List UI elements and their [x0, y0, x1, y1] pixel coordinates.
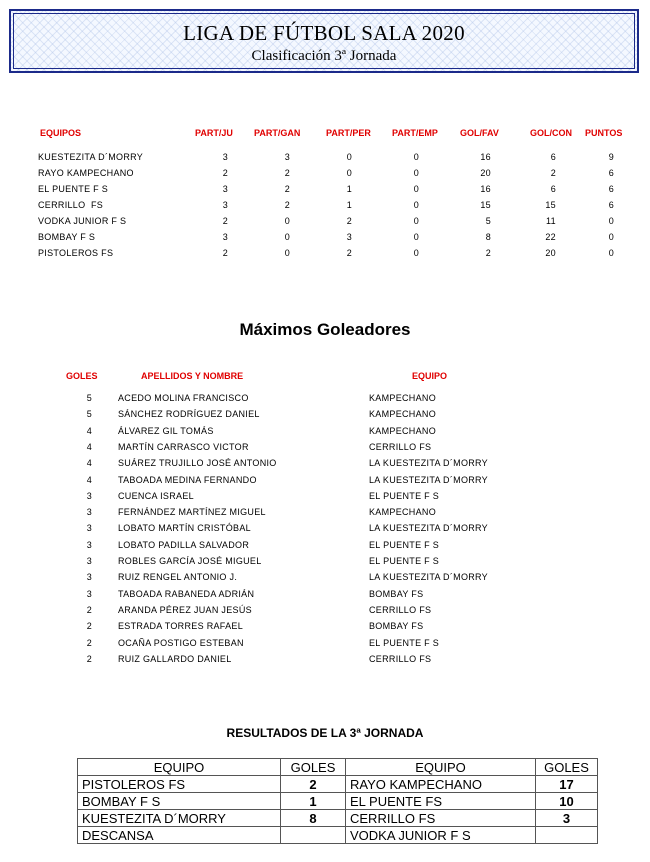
cell-lost: 1 — [346, 200, 352, 210]
cell-goals-for: 5 — [485, 216, 491, 226]
table-row — [78, 827, 598, 844]
list-item — [0, 654, 650, 670]
scorer-team: EL PUENTE F S — [369, 539, 440, 550]
col-lost: PART/PER — [326, 128, 371, 138]
cell-won: 0 — [284, 232, 290, 242]
cell-drawn: 0 — [413, 200, 419, 210]
result-team2: RAYO KAMPECHANO — [346, 776, 536, 793]
scorer-name: ROBLES GARCÍA JOSÉ MIGUEL — [118, 556, 262, 566]
scorer-goals: 2 — [86, 604, 92, 615]
scorer-team: KAMPECHANO — [369, 507, 437, 518]
list-item — [0, 475, 650, 491]
cell-drawn: 0 — [413, 216, 419, 226]
scorer-goals: 3 — [86, 507, 92, 518]
results-title: RESULTADOS DE LA 3ª JORNADA — [226, 726, 424, 740]
result-goals1: 8 — [281, 810, 346, 827]
scorer-name: ARANDA PÉREZ JUAN JESÚS — [118, 604, 252, 615]
cell-played: 3 — [222, 184, 228, 194]
scorer-name: TABOADA MEDINA FERNANDO — [118, 474, 257, 485]
cell-points: 0 — [608, 232, 614, 242]
cell-played: 2 — [222, 216, 228, 226]
cell-played: 3 — [222, 232, 228, 242]
cell-team: CERRILLO FS — [38, 200, 104, 210]
scorer-goals: 2 — [86, 621, 92, 632]
scorer-team: KAMPECHANO — [369, 425, 437, 436]
page-header — [9, 9, 639, 73]
cell-drawn: 0 — [413, 248, 419, 258]
result-goals1: 1 — [281, 793, 346, 810]
scorer-name: CUENCA ISRAEL — [118, 490, 194, 501]
cell-won: 2 — [284, 168, 290, 178]
scorer-team: CERRILLO FS — [369, 653, 432, 664]
cell-won: 2 — [284, 184, 290, 194]
result-team2: EL PUENTE FS — [346, 793, 536, 810]
scorer-goals: 3 — [86, 588, 92, 599]
col-away-goals: GOLES — [536, 759, 598, 776]
col-name: APELLIDOS Y NOMBRE — [141, 371, 244, 381]
scorer-team: EL PUENTE F S — [369, 490, 440, 501]
cell-won: 3 — [284, 152, 290, 162]
cell-lost: 1 — [346, 184, 352, 194]
scorer-goals: 3 — [86, 556, 92, 566]
cell-team: VODKA JUNIOR F S — [38, 216, 127, 226]
cell-lost: 3 — [346, 232, 352, 242]
cell-lost: 2 — [346, 216, 352, 226]
result-goals1: 2 — [281, 776, 346, 793]
list-item — [0, 572, 650, 588]
cell-played: 2 — [222, 168, 228, 178]
scorer-team: CERRILLO FS — [369, 604, 432, 615]
table-row — [0, 248, 650, 264]
scorer-team: KAMPECHANO — [369, 409, 437, 420]
cell-played: 3 — [222, 152, 228, 162]
scorer-team: BOMBAY FS — [369, 621, 424, 632]
list-item — [0, 458, 650, 474]
cell-team: RAYO KAMPECHANO — [38, 168, 134, 178]
cell-lost: 0 — [346, 152, 352, 162]
results-table — [77, 758, 598, 844]
list-item — [0, 426, 650, 442]
col-goals-for: GOL/FAV — [460, 128, 499, 138]
list-item — [0, 638, 650, 654]
cell-team: KUESTEZITA D´MORRY — [38, 152, 144, 162]
scorer-name: LOBATO PADILLA SALVADOR — [118, 539, 250, 550]
list-item — [0, 605, 650, 621]
scorer-name: ACEDO MOLINA FRANCISCO — [118, 393, 249, 403]
scorer-team: LA KUESTEZITA D´MORRY — [369, 523, 488, 534]
cell-goals-for: 15 — [480, 200, 491, 210]
result-team1: BOMBAY F S — [78, 793, 281, 810]
scorer-team: KAMPECHANO — [369, 393, 437, 403]
result-goals2: 10 — [536, 793, 598, 810]
scorer-goals: 3 — [86, 490, 92, 501]
list-item — [0, 556, 650, 572]
table-row — [0, 200, 650, 216]
scorer-name: LOBATO MARTÍN CRISTÓBAL — [118, 523, 251, 534]
col-played: PART/JU — [195, 128, 233, 138]
col-goals-against: GOL/CON — [530, 128, 572, 138]
scorer-name: ESTRADA TORRES RAFAEL — [118, 621, 244, 632]
scorer-goals: 4 — [86, 458, 92, 469]
scorer-goals: 3 — [86, 539, 92, 550]
table-row — [0, 184, 650, 200]
scorer-goals: 2 — [86, 637, 92, 648]
scorer-name: ÁLVAREZ GIL TOMÁS — [118, 425, 214, 436]
cell-drawn: 0 — [413, 232, 419, 242]
results-header-row — [78, 759, 598, 776]
scorer-team: BOMBAY FS — [369, 588, 424, 599]
scorer-name: TABOADA RABANEDA ADRIÁN — [118, 588, 255, 599]
result-team1: KUESTEZITA D´MORRY — [78, 810, 281, 827]
cell-goals-against: 22 — [545, 232, 556, 242]
cell-lost: 0 — [346, 168, 352, 178]
list-item — [0, 523, 650, 539]
cell-won: 2 — [284, 200, 290, 210]
cell-goals-against: 15 — [545, 200, 556, 210]
cell-goals-for: 16 — [480, 184, 491, 194]
scorer-goals: 2 — [86, 653, 92, 664]
cell-drawn: 0 — [413, 168, 419, 178]
table-row — [0, 168, 650, 184]
list-item — [0, 589, 650, 605]
table-row — [78, 810, 598, 827]
scorer-goals: 4 — [86, 425, 92, 436]
table-row — [0, 216, 650, 232]
cell-goals-for: 16 — [480, 152, 491, 162]
scorer-goals: 5 — [86, 409, 92, 420]
scorer-name: OCAÑA POSTIGO ESTEBAN — [118, 637, 244, 648]
scorer-team: EL PUENTE F S — [369, 637, 440, 648]
cell-goals-for: 20 — [480, 168, 491, 178]
scorer-name: FERNÁNDEZ MARTÍNEZ MIGUEL — [118, 507, 266, 518]
table-row — [78, 793, 598, 810]
col-drawn: PART/EMP — [392, 128, 438, 138]
list-item — [0, 442, 650, 458]
cell-points: 6 — [608, 200, 614, 210]
scorer-name: SÁNCHEZ RODRÍGUEZ DANIEL — [118, 409, 260, 420]
result-team1: PISTOLEROS FS — [78, 776, 281, 793]
cell-goals-for: 8 — [485, 232, 491, 242]
scorer-goals: 4 — [86, 474, 92, 485]
scorer-name: SUÁREZ TRUJILLO JOSÉ ANTONIO — [118, 458, 277, 469]
table-row — [78, 776, 598, 793]
result-goals2: 17 — [536, 776, 598, 793]
cell-goals-against: 20 — [545, 248, 556, 258]
cell-points: 0 — [608, 216, 614, 226]
cell-goals-against: 2 — [550, 168, 556, 178]
scorer-goals: 3 — [86, 523, 92, 534]
cell-won: 0 — [284, 216, 290, 226]
cell-goals-for: 2 — [485, 248, 491, 258]
cell-played: 2 — [222, 248, 228, 258]
cell-points: 0 — [608, 248, 614, 258]
result-goals2: 3 — [536, 810, 598, 827]
result-team1: DESCANSA — [78, 827, 281, 844]
cell-drawn: 0 — [413, 152, 419, 162]
result-team2: VODKA JUNIOR F S — [346, 827, 536, 844]
scorer-name: RUIZ GALLARDO DANIEL — [118, 653, 232, 664]
cell-lost: 2 — [346, 248, 352, 258]
result-team2: CERRILLO FS — [346, 810, 536, 827]
cell-goals-against: 6 — [550, 184, 556, 194]
cell-won: 0 — [284, 248, 290, 258]
list-item — [0, 507, 650, 523]
table-row — [0, 152, 650, 168]
col-won: PART/GAN — [254, 128, 301, 138]
result-goals1 — [281, 827, 346, 844]
col-home-team: EQUIPO — [78, 759, 281, 776]
scorer-team: CERRILLO FS — [369, 441, 432, 452]
cell-played: 3 — [222, 200, 228, 210]
result-goals2 — [536, 827, 598, 844]
cell-goals-against: 6 — [550, 152, 556, 162]
col-home-goals: GOLES — [281, 759, 346, 776]
scorer-goals: 5 — [86, 393, 92, 403]
scorer-goals: 4 — [86, 441, 92, 452]
table-row — [0, 232, 650, 248]
scorer-team: EL PUENTE F S — [369, 556, 440, 566]
cell-drawn: 0 — [413, 184, 419, 194]
col-scorer-team: EQUIPO — [412, 371, 448, 381]
scorer-goals: 3 — [86, 572, 92, 583]
list-item — [0, 409, 650, 425]
list-item — [0, 540, 650, 556]
scorer-team: LA KUESTEZITA D´MORRY — [369, 458, 488, 469]
scorer-team: LA KUESTEZITA D´MORRY — [369, 572, 488, 583]
scorer-name: RUIZ RENGEL ANTONIO J. — [118, 572, 238, 583]
cell-team: PISTOLEROS FS — [38, 248, 114, 258]
col-points: PUNTOS — [585, 128, 623, 138]
list-item — [0, 621, 650, 637]
cell-team: BOMBAY F S — [38, 232, 96, 242]
list-item — [0, 491, 650, 507]
cell-points: 6 — [608, 168, 614, 178]
col-away-team: EQUIPO — [346, 759, 536, 776]
scorer-name: MARTÍN CARRASCO VICTOR — [118, 441, 249, 452]
col-team: EQUIPOS — [40, 128, 82, 138]
cell-points: 9 — [608, 152, 614, 162]
col-goals: GOLES — [66, 371, 98, 381]
page-subtitle: Clasificación 3ª Jornada — [251, 48, 397, 64]
scorers-title: Máximos Goleadores — [239, 320, 411, 339]
scorer-team: LA KUESTEZITA D´MORRY — [369, 474, 488, 485]
list-item — [0, 393, 650, 409]
cell-points: 6 — [608, 184, 614, 194]
cell-goals-against: 11 — [546, 216, 556, 226]
page-title: LIGA DE FÚTBOL SALA 2020 — [183, 21, 465, 45]
cell-team: EL PUENTE F S — [38, 184, 109, 194]
